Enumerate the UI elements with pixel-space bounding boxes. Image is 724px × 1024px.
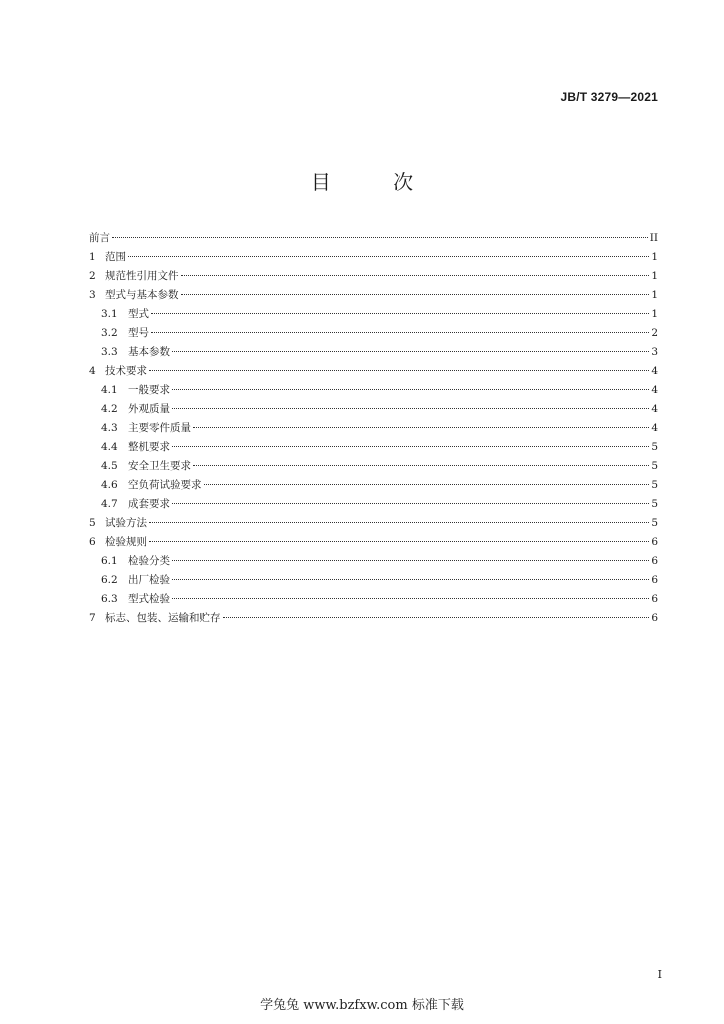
toc-entry-page: 4 [651, 384, 658, 396]
toc-dot-leader [172, 579, 649, 580]
toc-entry-page: 5 [651, 498, 658, 510]
toc-entry[interactable] [89, 495, 658, 514]
toc-dot-leader [172, 408, 649, 409]
page-number: I [657, 968, 662, 981]
toc-dot-leader [149, 370, 649, 371]
toc-entry-number: 2 [89, 270, 96, 282]
toc-entry-title: 一般要求 [128, 384, 170, 396]
toc-entry-title: 试验方法 [105, 517, 147, 529]
toc-entry-page: 5 [651, 479, 658, 491]
toc-entry-page: II [649, 232, 658, 244]
toc-entry-page: 3 [651, 346, 658, 358]
toc-entry-page: 5 [651, 460, 658, 472]
toc-entry-number: 7 [89, 612, 96, 624]
standard-code: JB/T 3279—2021 [560, 90, 658, 104]
toc-entry-title: 检验分类 [128, 555, 170, 567]
toc-dot-leader [151, 313, 649, 314]
toc-entry[interactable] [89, 343, 658, 362]
toc-entry-page: 4 [651, 422, 658, 434]
toc-entry-title: 型式 [128, 308, 149, 320]
toc-entry-title: 安全卫生要求 [128, 460, 191, 472]
toc-entry-page: 1 [651, 289, 658, 301]
toc-entry-page: 6 [651, 574, 658, 586]
toc-entry-title: 技术要求 [105, 365, 147, 377]
toc-entry-page: 6 [651, 612, 658, 624]
toc-entry-number: 6.2 [101, 574, 118, 586]
toc-entry[interactable] [89, 324, 658, 343]
toc-entry-title: 范围 [105, 251, 126, 263]
toc-dot-leader [149, 522, 649, 523]
toc-dot-leader [172, 598, 649, 599]
toc-dot-leader [181, 294, 650, 295]
toc-dot-leader [172, 560, 649, 561]
table-of-contents [89, 229, 658, 628]
toc-entry-number: 6.3 [101, 593, 118, 605]
toc-entry[interactable] [89, 400, 658, 419]
toc-entry-page: 4 [651, 403, 658, 415]
toc-entry-number: 1 [89, 251, 96, 263]
toc-entry-number: 3.1 [101, 308, 118, 320]
toc-entry-number: 4 [89, 365, 96, 377]
toc-entry-page: 4 [651, 365, 658, 377]
toc-entry-title: 检验规则 [105, 536, 147, 548]
toc-entry-title: 前言 [89, 232, 110, 244]
toc-entry[interactable] [89, 571, 658, 590]
toc-dot-leader [112, 237, 648, 238]
toc-entry-title: 规范性引用文件 [105, 270, 179, 282]
toc-entry-title: 型式检验 [128, 593, 170, 605]
toc-entry-title: 型号 [128, 327, 149, 339]
toc-entry-page: 6 [651, 536, 658, 548]
toc-entry-number: 5 [89, 517, 96, 529]
toc-entry-number: 4.2 [101, 403, 118, 415]
toc-dot-leader [172, 389, 649, 390]
toc-entry[interactable] [89, 381, 658, 400]
toc-dot-leader [172, 503, 649, 504]
toc-dot-leader [172, 446, 649, 447]
toc-entry[interactable] [89, 590, 658, 609]
toc-entry-number: 4.4 [101, 441, 118, 453]
toc-entry[interactable] [89, 476, 658, 495]
page-title: 目 次 [310, 170, 442, 194]
toc-entry-page: 1 [651, 308, 658, 320]
toc-entry[interactable] [89, 552, 658, 571]
toc-entry-title: 空负荷试验要求 [128, 479, 202, 491]
toc-entry-number: 4.5 [101, 460, 118, 472]
toc-entry-number: 4.3 [101, 422, 118, 434]
watermark-text: 学兔兔 www.bzfxw.com 标准下载 [260, 998, 464, 1013]
toc-dot-leader [181, 275, 650, 276]
toc-entry-number: 4.7 [101, 498, 118, 510]
toc-entry[interactable] [89, 267, 658, 286]
toc-entry[interactable] [89, 286, 658, 305]
toc-entry-title: 型式与基本参数 [105, 289, 179, 301]
toc-dot-leader [204, 484, 650, 485]
toc-entry-page: 6 [651, 593, 658, 605]
toc-entry[interactable] [89, 305, 658, 324]
toc-entry-title: 主要零件质量 [128, 422, 191, 434]
toc-entry[interactable] [89, 457, 658, 476]
toc-entry-page: 2 [651, 327, 658, 339]
toc-entry[interactable] [89, 533, 658, 552]
toc-entry-title: 成套要求 [128, 498, 170, 510]
toc-dot-leader [223, 617, 650, 618]
toc-dot-leader [149, 541, 649, 542]
toc-dot-leader [172, 351, 649, 352]
toc-entry-page: 6 [651, 555, 658, 567]
toc-entry[interactable] [89, 419, 658, 438]
toc-entry[interactable] [89, 229, 658, 248]
toc-entry[interactable] [89, 438, 658, 457]
toc-entry-number: 3.3 [101, 346, 118, 358]
toc-entry-number: 6.1 [101, 555, 118, 567]
toc-entry-number: 4.1 [101, 384, 118, 396]
toc-dot-leader [128, 256, 649, 257]
toc-entry-title: 出厂检验 [128, 574, 170, 586]
toc-entry-number: 3.2 [101, 327, 118, 339]
toc-entry-number: 4.6 [101, 479, 118, 491]
toc-entry-title: 外观质量 [128, 403, 170, 415]
toc-entry-title: 标志、包装、运输和贮存 [105, 612, 221, 624]
toc-entry-number: 3 [89, 289, 96, 301]
toc-entry[interactable] [89, 248, 658, 267]
toc-entry-page: 5 [651, 517, 658, 529]
toc-entry-title: 基本参数 [128, 346, 170, 358]
toc-dot-leader [193, 465, 649, 466]
toc-entry-title: 整机要求 [128, 441, 170, 453]
toc-entry-page: 1 [651, 270, 658, 282]
toc-entry[interactable] [89, 609, 658, 628]
toc-dot-leader [151, 332, 649, 333]
toc-entry-page: 1 [651, 251, 658, 263]
toc-entry-page: 5 [651, 441, 658, 453]
toc-dot-leader [193, 427, 649, 428]
toc-entry[interactable] [89, 514, 658, 533]
toc-entry[interactable] [89, 362, 658, 381]
toc-entry-number: 6 [89, 536, 96, 548]
